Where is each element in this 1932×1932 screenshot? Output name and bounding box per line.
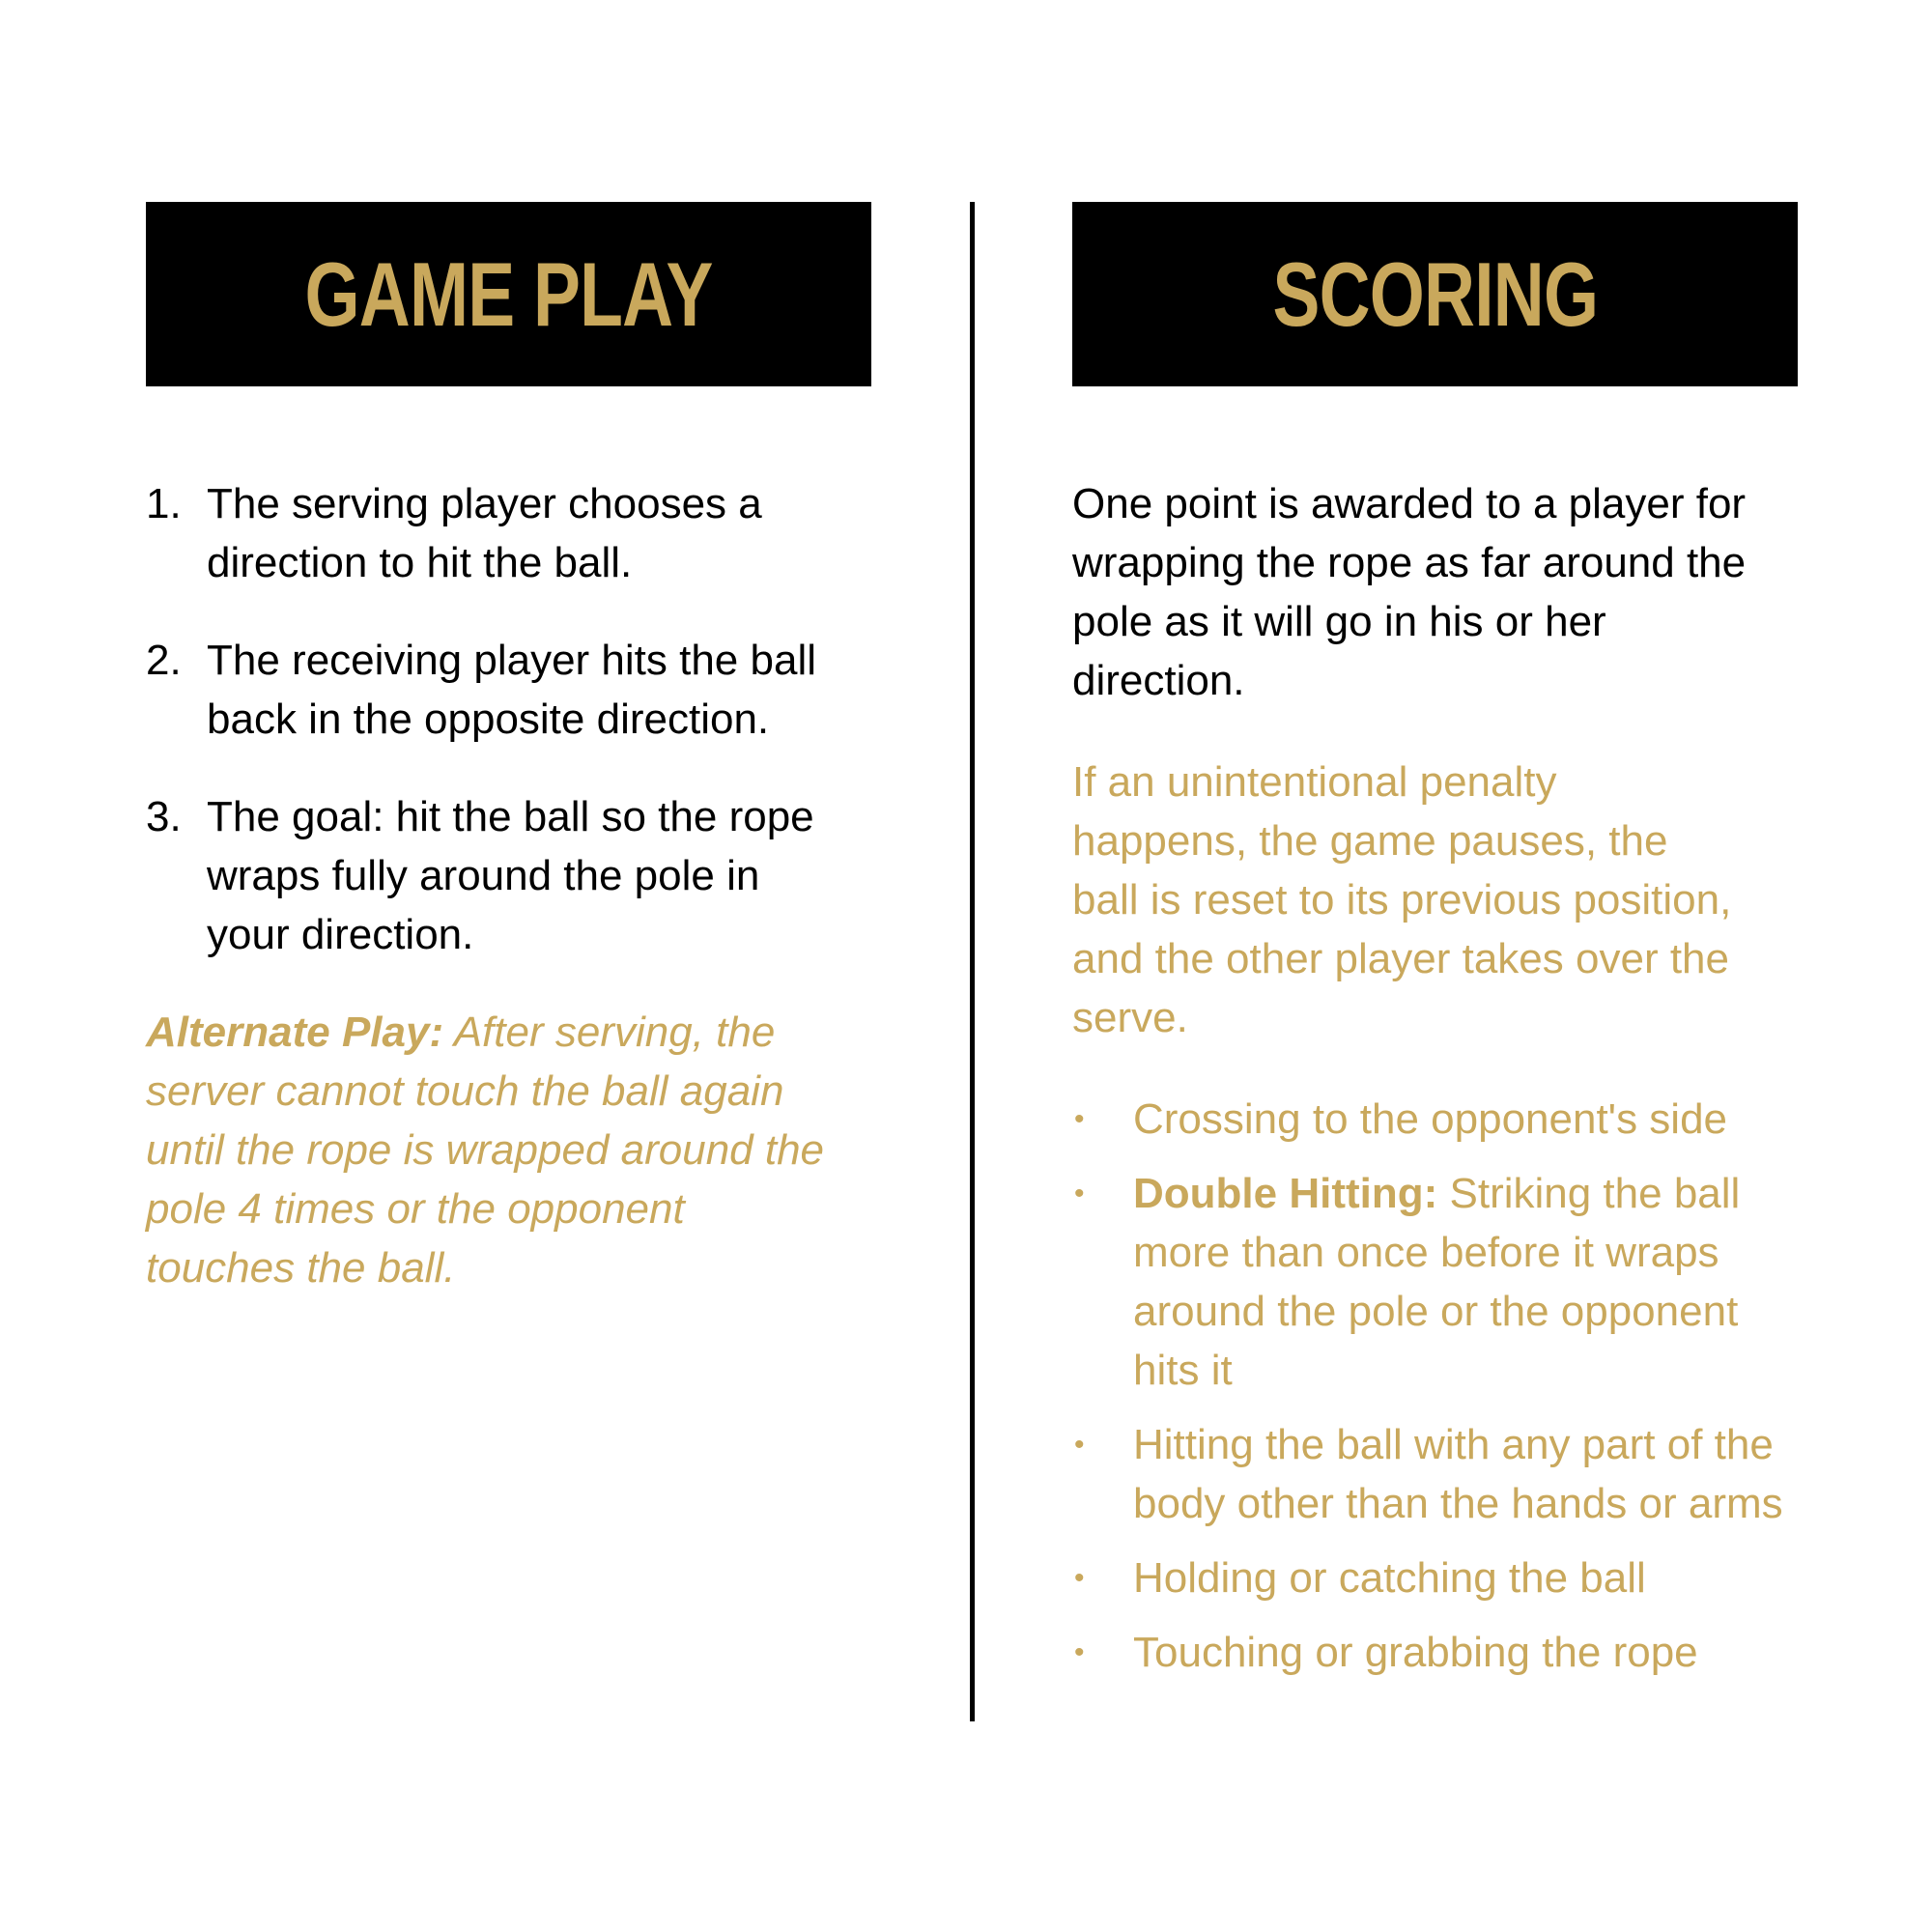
list-item [1072, 1415, 1798, 1533]
bullet-icon: • [1074, 1103, 1085, 1135]
penalty-body: Touching or grabbing the rope [1133, 1629, 1698, 1676]
list-item [1072, 1090, 1798, 1149]
column-divider [970, 202, 975, 1721]
penalty-text [1133, 1090, 1798, 1149]
scoring-title: SCORING [1272, 242, 1598, 345]
game-play-header [146, 202, 871, 386]
penalty-text [1133, 1623, 1798, 1682]
penalty-text [1133, 1164, 1798, 1400]
step-text: The receiving player hits the ball back in the opposite direction. [207, 637, 816, 743]
penalty-body: Holding or catching the ball [1133, 1554, 1646, 1602]
penalty-body: Crossing to the opponent's side [1133, 1095, 1728, 1143]
list-item [1072, 1164, 1798, 1400]
alternate-play-label: Alternate Play: [146, 1009, 444, 1056]
bullet-icon: • [1074, 1178, 1085, 1209]
bullet-icon: • [1074, 1429, 1085, 1461]
step-number: 1. [146, 480, 182, 527]
alternate-play-text: After serving, the server cannot touch the ball again until the rope is wrapped around the pole 4 times or the opponent touches the ball. [146, 1009, 825, 1292]
step-text: The serving player chooses a direction to hit the ball. [207, 480, 762, 586]
penalty-list [1072, 1090, 1798, 1682]
list-item [1072, 1548, 1798, 1607]
scoring-section [1072, 202, 1798, 1697]
bullet-icon: • [1074, 1636, 1085, 1668]
penalty-lead: Double Hitting: [1133, 1170, 1438, 1217]
penalty-body: Striking the ball more than once before it wraps around the pole or the opponent hits it [1133, 1170, 1741, 1394]
step-text: The goal: hit the ball so the rope wraps fully around the pole in your direction. [207, 793, 814, 958]
scoring-intro: One point is awarded to a player for wrapping the rope as far around the pole as it will go in his or her direction. [1072, 480, 1747, 704]
scoring-header [1072, 202, 1798, 386]
step-number: 3. [146, 793, 182, 840]
game-play-steps [146, 474, 871, 964]
bullet-icon: • [1074, 1562, 1085, 1594]
list-item [1072, 1623, 1798, 1682]
list-item [146, 474, 871, 592]
alternate-play-note [146, 1003, 871, 1297]
list-item [146, 631, 871, 749]
penalty-intro: If an unintentional penalty happens, the game pauses, the ball is reset to its previous position, and the other player takes over the serve. [1072, 758, 1732, 1041]
game-play-section [146, 202, 871, 1340]
penalty-text [1133, 1548, 1798, 1607]
penalty-text [1133, 1415, 1798, 1533]
list-item [146, 787, 871, 964]
penalty-body: Hitting the ball with any part of the body other than the hands or arms [1133, 1421, 1783, 1527]
step-number: 2. [146, 637, 182, 684]
game-play-title: GAME PLAY [304, 242, 713, 345]
